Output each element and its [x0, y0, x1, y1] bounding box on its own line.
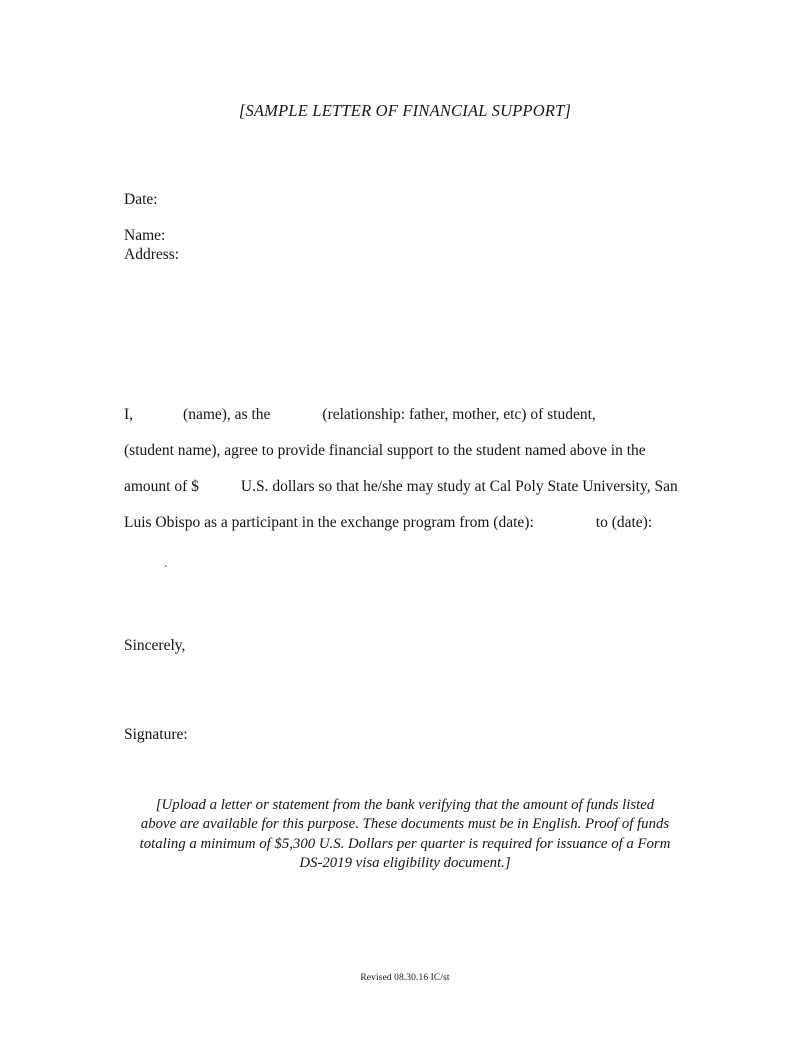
- body-line-1-relationship-hint: (relationship: father, mother, etc) of student,: [322, 406, 596, 423]
- body-line-4: [124, 513, 704, 549]
- body-line-3-amount-prefix: amount of $: [124, 478, 199, 495]
- body-line-3: [124, 477, 704, 513]
- instruction-note-line-2: above are available for this purpose. These documents must be in English. Proof of funds: [140, 816, 670, 833]
- closing-salutation: Sincerely,: [124, 637, 186, 654]
- stray-punctuation-mark: .: [164, 554, 168, 571]
- body-line-1: [124, 405, 704, 441]
- page-title: [SAMPLE LETTER OF FINANCIAL SUPPORT]: [238, 101, 572, 120]
- instruction-note: [124, 796, 686, 874]
- instruction-note-line-1: [Upload a letter or statement from the bank verifying that the amount of funds listed: [155, 797, 655, 813]
- instruction-note-line-3: totaling a minimum of $5,300 U.S. Dollars per quarter is required for issuance of a Form: [139, 835, 671, 852]
- letter-body: [124, 405, 704, 549]
- date-label: Date:: [124, 191, 158, 208]
- body-line-4-from-date: Luis Obispo as a participant in the exchange program from (date):: [124, 514, 534, 531]
- name-label: Name:: [124, 227, 166, 244]
- body-line-3-text: U.S. dollars so that he/she may study at Cal Poly State University, San: [240, 478, 678, 495]
- body-line-1-name-hint: (name), as the: [183, 406, 271, 423]
- instruction-note-line-4: DS-2019 visa eligibility document.]: [299, 855, 511, 872]
- body-line-4-to-date: to (date):: [595, 514, 653, 531]
- body-line-1-subject: I,: [124, 406, 134, 423]
- footer-revision-stamp: Revised 08.30.16 IC/st: [360, 973, 450, 983]
- address-label: Address:: [124, 246, 180, 263]
- body-line-2-text: (student name), agree to provide financial support to the student named above in the: [124, 442, 646, 459]
- signature-label: Signature:: [124, 726, 188, 743]
- body-line-2: [124, 441, 704, 477]
